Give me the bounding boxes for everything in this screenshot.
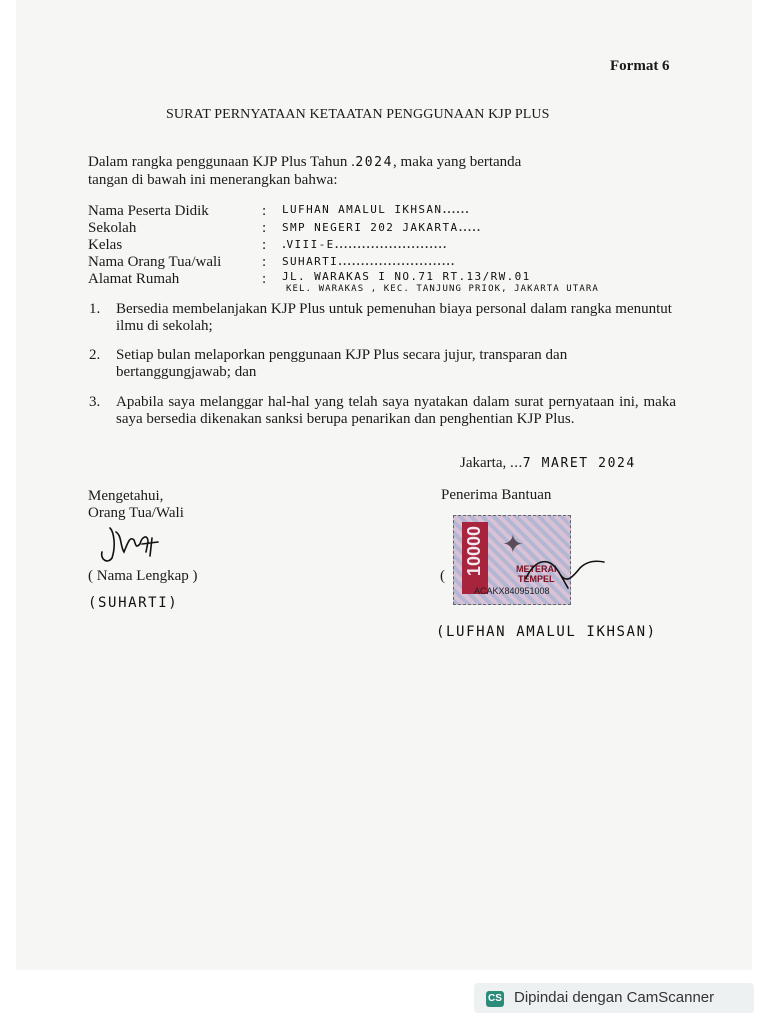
item-text: Setiap bulan melaporkan penggunaan KJP Plus secara jujur, transparan dan bertanggungjawab; dan bbox=[116, 347, 568, 380]
parent-label: Orang Tua/Wali bbox=[88, 505, 184, 521]
field-value-address: JL. WARAKAS I NO.71 RT.13/RW.01 bbox=[282, 270, 531, 283]
garuda-emblem-icon: ✦ bbox=[502, 530, 524, 560]
item-number: 1. bbox=[89, 301, 101, 317]
acknowledged-label: Mengetahui, bbox=[88, 488, 164, 504]
item-text: Bersedia membelanjakan KJP Plus untuk pemenuhan biaya personal dalam rangka menuntut ilmu di sekolah; bbox=[116, 301, 672, 334]
field-colon: : bbox=[262, 237, 267, 253]
field-label-school: Sekolah bbox=[88, 220, 137, 236]
field-label-address: Alamat Rumah bbox=[88, 271, 180, 287]
field-value-school: SMP NEGERI 202 JAKARTA..... bbox=[282, 218, 481, 235]
stamp-denomination: 10000 bbox=[464, 526, 484, 577]
format-label: Format 6 bbox=[610, 58, 670, 74]
handwritten-year: 2024 bbox=[355, 155, 394, 170]
item-text: Apabila saya melanggar hal-hal yang telah saya nyatakan dalam surat pernyataan ini, maka saya bersedia dikenakan sanksi berupa penarikan dan penghentian KJP Plus. bbox=[116, 394, 676, 427]
parent-signature bbox=[96, 522, 176, 568]
handwritten-date: 7 MARET 2024 bbox=[522, 456, 636, 471]
document-title: SURAT PERNYATAAN KETAATAN PENGGUNAAN KJP PLUS bbox=[166, 107, 550, 122]
field-value-parent-name: SUHARTI.......................... bbox=[282, 252, 456, 269]
intro-text-a: Dalam rangka penggunaan KJP Plus Tahun bbox=[88, 154, 348, 170]
recipient-label: Penerima Bantuan bbox=[441, 487, 552, 503]
intro-text-b: , maka yang bertanda bbox=[393, 154, 522, 170]
field-label-student-name: Nama Peserta Didik bbox=[88, 203, 209, 219]
camscanner-logo-icon: CS bbox=[486, 991, 504, 1007]
field-colon: : bbox=[262, 203, 267, 219]
full-name-hint: ( Nama Lengkap ) bbox=[88, 568, 198, 584]
intro-line-1: Dalam rangka penggunaan KJP Plus Tahun .2024, maka yang bertanda bbox=[88, 154, 522, 170]
stamp-label: METERAI TEMPEL bbox=[516, 564, 557, 584]
field-value-class: .VIII-E......................... bbox=[282, 235, 448, 252]
intro-line-2: tangan di bawah ini menerangkan bahwa: bbox=[88, 172, 338, 188]
field-value-address-line-2: KEL. WARAKAS , KEC. TANJUNG PRIOK, JAKARTA UTARA bbox=[286, 284, 599, 294]
recipient-name-handwritten: (LUFHAN AMALUL IKHSAN) bbox=[436, 624, 657, 640]
document-page bbox=[16, 0, 752, 970]
camscanner-watermark bbox=[474, 983, 754, 1013]
parent-name-handwritten: (SUHARTI) bbox=[88, 595, 179, 611]
field-label-class: Kelas bbox=[88, 237, 123, 253]
field-colon: : bbox=[262, 271, 267, 287]
field-label-parent-name: Nama Orang Tua/wali bbox=[88, 254, 222, 270]
field-colon: : bbox=[262, 254, 267, 270]
camscanner-text: Dipindai dengan CamScanner bbox=[514, 989, 715, 1006]
paren-fragment: ( bbox=[440, 568, 445, 584]
stamp-serial: ACAKX840951008 bbox=[474, 586, 550, 596]
field-value-student-name: LUFHAN AMALUL IKHSAN...... bbox=[282, 200, 470, 217]
item-number: 3. bbox=[89, 394, 101, 410]
place: Jakarta, bbox=[460, 455, 507, 471]
recipient-signature bbox=[520, 548, 610, 594]
place-date: Jakarta, ...7 MARET 2024 bbox=[460, 455, 636, 471]
field-colon: : bbox=[262, 220, 267, 236]
item-number: 2. bbox=[89, 347, 101, 363]
